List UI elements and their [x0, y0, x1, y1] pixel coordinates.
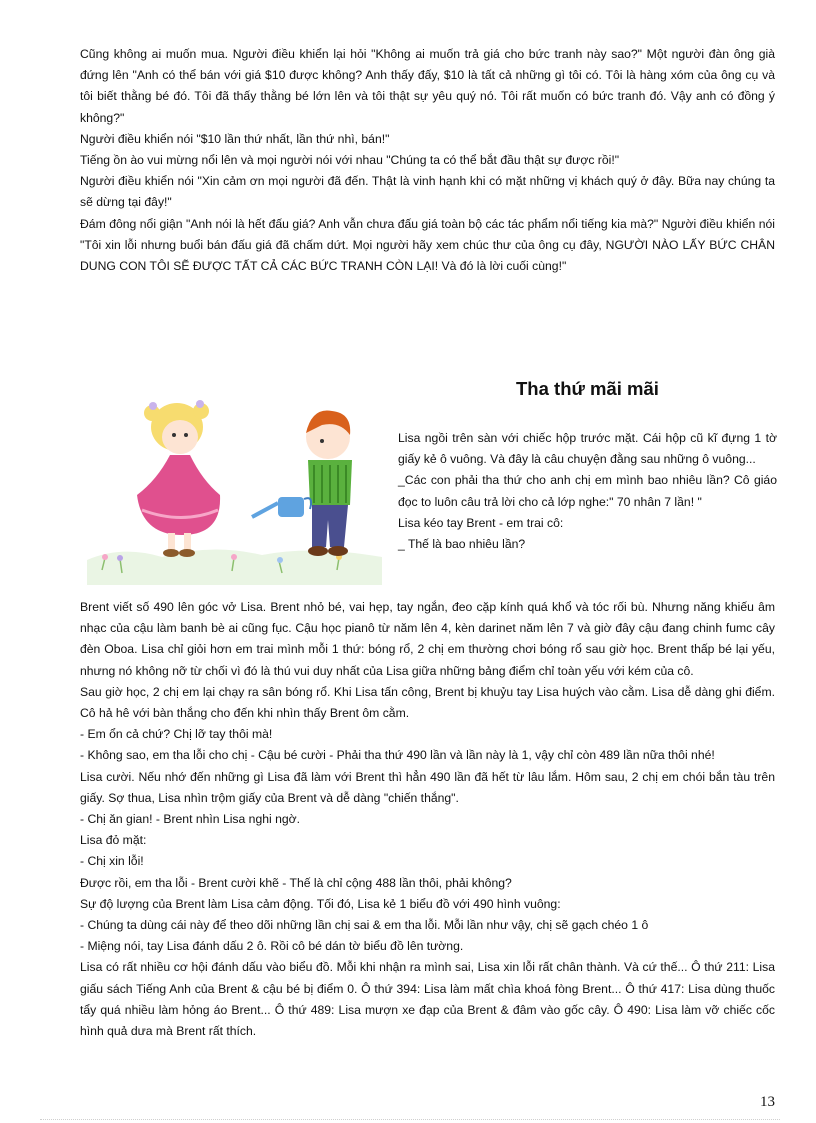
paragraph: - Chị ăn gian! - Brent nhìn Lisa nghi ngờ. [80, 812, 301, 827]
paragraph: Lisa kéo tay Brent - em trai cô: [398, 515, 564, 530]
paragraph: Cũng không ai muốn mua. Người điều khiển lại hỏi "Không ai muốn trả giá cho bức tranh này sao?" Một người đàn ông già đứng lên "Anh có thể bán với giá $10 được không? Anh thấy đấy, $10 là tất cả những gì tôi có. Tôi là hàng xóm của ông cụ và tôi biết thằng bé đó. Tôi đã thấy thằng bé lớn lên và tôi thật sự yêu quý nó. Tôi rất muốn có bức tranh đó. Vậy anh có đồng ý không?" [80, 47, 775, 125]
paragraph: _Các con phải tha thứ cho anh chị em mình bao nhiêu lần? Cô giáo đọc to luôn câu trả lời cho cả lớp nghe:" 70 nhân 7 lần! " [398, 473, 777, 509]
paragraph: Người điều khiển nói "Xin cảm ơn mọi người đã đến. Thật là vinh hạnh khi có mặt những vị khách quý ở đây. Bữa nay chúng ta sẽ dừng tại đây!" [80, 174, 775, 210]
paragraph: Lisa cười. Nếu nhớ đến những gì Lisa đã làm với Brent thì hẳn 490 lần đã hết từ lâu lắm. Hôm sau, 2 chị em chói bắn tàu trên giấy. Sợ thua, Lisa nhìn trộm giấy của Brent và dễ dàng "chiến thắng". [80, 769, 775, 805]
paragraph: - Chúng ta dùng cái này để theo dõi những lần chị sai & em tha lỗi. Mỗi lần như vậy, chị sẽ gạch chéo 1 ô [80, 918, 649, 933]
children-illustration [82, 385, 390, 585]
paragraph: Lisa có rất nhiều cơ hội đánh dấu vào biểu đồ. Mỗi khi nhận ra mình sai, Lisa xin lỗi rất chân thành. Và cứ thế... Ô thứ 211: Lisa giấu sách Tiếng Anh của Brent & cậu bé bị điểm 0. Ô thứ 394: Lisa làm mất chìa khoá fòng Brent... Ô thứ 417: Lisa dùng thuốc tẩy quá nhiều làm hỏng áo Brent... Ô thứ 489: Lisa mượn xe đạp của Brent & đâm vào gốc cây. Ô 490: Lisa làm vỡ chiếc cốc hình quả dưa mà Brent rất thích. [80, 960, 775, 1039]
paragraph: Sự độ lượng của Brent làm Lisa cảm động. Tối đó, Lisa kẻ 1 biểu đồ với 490 hình vuông: [80, 896, 561, 911]
paragraph: - Miệng nói, tay Lisa đánh dấu 2 ô. Rồi cô bé dán tờ biểu đồ lên tường. [80, 939, 464, 954]
paragraph: Lisa đỏ mặt: [80, 833, 147, 848]
paragraph: _ Thế là bao nhiêu lần? [398, 537, 526, 552]
story2-intro [398, 428, 777, 555]
paragraph: Được rồi, em tha lỗi - Brent cười khẽ - Thế là chỉ cộng 488 lần thôi, phải không? [80, 875, 512, 890]
paragraph: - Không sao, em tha lỗi cho chị - Cậu bé cười - Phải tha thứ 490 lần và lần này là 1, vậy chỉ còn 489 lần nữa thôi nhé! [80, 748, 715, 763]
watering-can [252, 497, 311, 517]
footer-divider [40, 1119, 780, 1120]
paragraph: Lisa ngồi trên sàn với chiếc hộp trước mặt. Cái hộp cũ kĩ đựng 1 tờ giấy kẻ ô vuông. Và đây là câu chuyện đằng sau những ô vuông... [398, 431, 777, 467]
boy-figure [306, 410, 352, 556]
page-number: 13 [760, 1094, 775, 1110]
story-title: Tha thứ mãi mãi [516, 378, 659, 399]
paragraph: Sau giờ học, 2 chị em lại chạy ra sân bóng rổ. Khi Lisa tấn công, Brent bị khuỷu tay Lisa huých vào cằm. Lisa dễ dàng ghi điểm. Cô hả hê với bàn thắng cho đến khi nhìn thấy Brent ôm cằm. [80, 684, 775, 721]
paragraph: Người điều khiển nói "$10 lần thứ nhất, lần thứ nhì, bán!" [80, 131, 390, 146]
story2-text [80, 597, 775, 1042]
paragraph: - Chị xin lỗi! [80, 854, 144, 869]
paragraph: Brent viết số 490 lên góc vở Lisa. Brent nhỏ bé, vai hẹp, tay ngắn, đeo cặp kính quá khổ và tóc rối bù. Nhưng năng khiếu âm nhạc của cậu làm banh bè ai cũng fục. Cậu học pianô từ năm lên 4, kèn darinet năm lên 7 và giờ đây cậu đang chinh fumc cây đèn Oboa. Lisa chỉ giỏi hơn em trai mình mỗi 1 thứ: bóng rổ, 2 chị em thường chơi bóng rổ sau giờ học. Brent thấp bé lại yếu, nhưng nó không nỡ từ chối vì đó là thú vui duy nhất của Lisa giữa những bảng điểm chỉ toàn yếu với kém của cô. [80, 600, 775, 678]
story1-text [80, 44, 775, 277]
paragraph: Đám đông nổi giận "Anh nói là hết đấu giá? Anh vẫn chưa đấu giá toàn bộ các tác phẩm nổi tiếng kia mà?" Người điều khiển nói "Tôi xin lỗi nhưng buổi bán đấu giá đã chấm dứt. Mọi người hãy xem chúc thư của ông cụ đây, NGƯỜI NÀO LẤY BỨC CHÂN DUNG CON TÔI SẼ ĐƯỢC TẤT CẢ CÁC BỨC TRANH CÒN LẠI! Và đó là lời cuối cùng!" [80, 216, 775, 274]
girl-figure [137, 400, 220, 557]
paragraph: Tiếng ồn ào vui mừng nổi lên và mọi người nói với nhau "Chúng ta có thể bắt đầu thật sự được rồi!" [80, 153, 620, 168]
paragraph: - Em ổn cả chứ? Chị lỡ tay thôi mà! [80, 727, 273, 742]
